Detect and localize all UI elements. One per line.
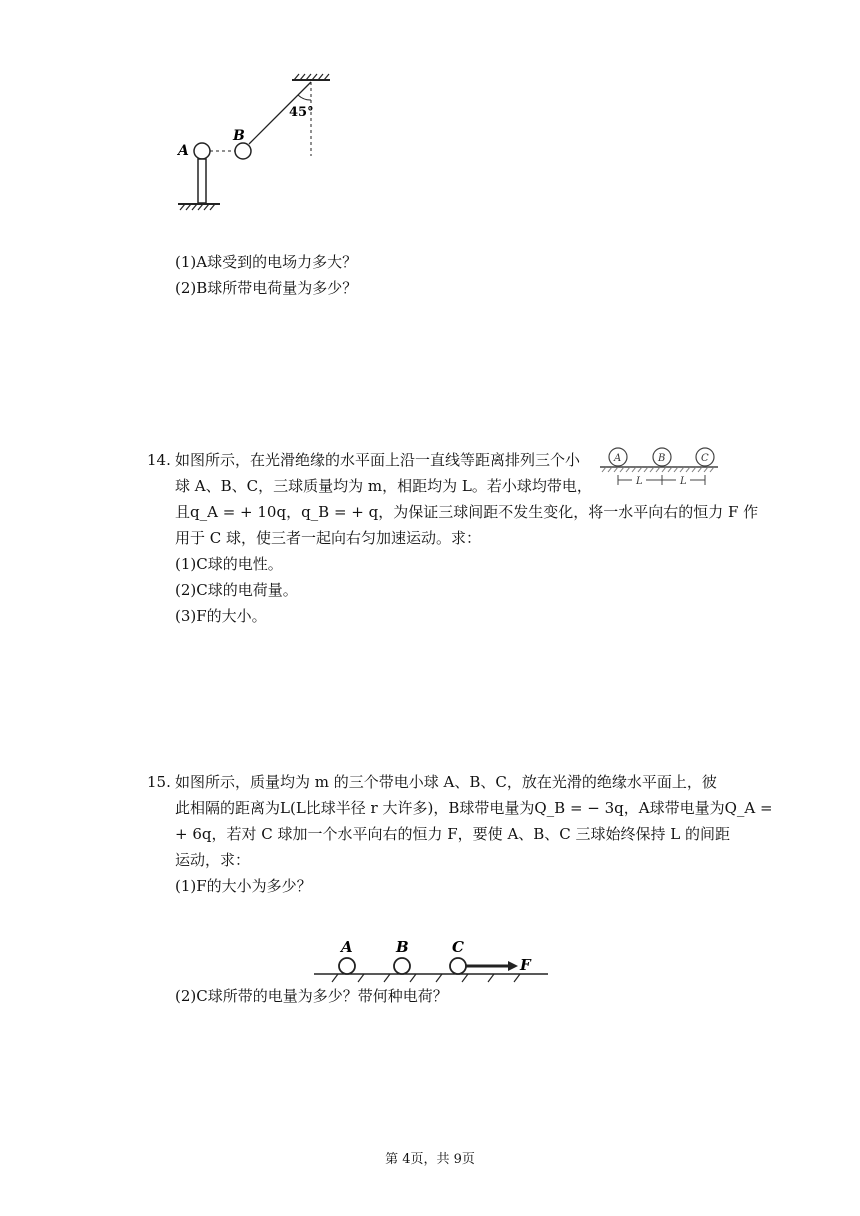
q14-sub2: (2)C球的电荷量。	[175, 581, 298, 599]
figure3-label-b: B	[396, 938, 409, 956]
figure2-label-c: C	[701, 453, 709, 464]
q15-line-3: + 6q，若对 C 球加一个水平向右的恒力 F，要使 A、B、C 三球始终保持 L 的间距	[175, 825, 731, 843]
figure2-label-a: A	[614, 453, 622, 464]
q14-sub3: (3)F的大小。	[175, 607, 267, 625]
q14-line-3: 且q_A = + 10q，q_B = + q，为保证三球间距不发生变化，将一水平向右的恒力 F 作	[175, 503, 759, 521]
q14-line-1: 如图所示，在光滑绝缘的水平面上沿一直线等距离排列三个小	[175, 451, 581, 469]
q15-line-2: 此相隔的距离为L(L比球半径 r 大许多)，B球带电量为Q_B = − 3q，A球带电量为Q_A =	[175, 799, 773, 817]
figure1-label-a: A	[178, 143, 189, 159]
q13-sub1: (1)A球受到的电场力多大？	[175, 253, 358, 271]
q14-line-2: 球 A、B、C，三球质量均为 m，相距均为 L。若小球均带电，	[175, 477, 592, 495]
q15-number: 15.	[147, 773, 171, 791]
page-footer: 第 4页，共 9页	[385, 1152, 475, 1167]
figure3-label-f: F	[520, 956, 531, 974]
figure-three-balls-spacing	[598, 444, 720, 490]
q15-sub1: (1)F的大小为多少？	[175, 877, 312, 895]
q15-line-4: 运动，求：	[175, 851, 251, 869]
figure3-label-a: A	[341, 938, 353, 956]
q14-number: 14.	[147, 451, 171, 469]
figure-charged-pendulum	[170, 70, 340, 220]
figure-three-balls-force	[312, 936, 552, 986]
q15-sub2: (2)C球所带的电量为多少？带何种电荷？	[175, 987, 448, 1005]
figure3-label-c: C	[452, 938, 464, 956]
q14-sub1: (1)C球的电性。	[175, 555, 283, 573]
q13-sub2: (2)B球所带电荷量为多少？	[175, 279, 358, 297]
figure2-label-l2: L	[680, 476, 687, 487]
figure1-angle: 45°	[289, 105, 314, 120]
figure2-label-b: B	[658, 453, 666, 464]
q14-line-4: 用于 C 球，使三者一起向右匀加速运动。求：	[175, 529, 482, 547]
q15-line-1: 如图所示，质量均为 m 的三个带电小球 A、B、C，放在光滑的绝缘水平面上，彼	[175, 773, 717, 791]
figure1-label-b: B	[233, 128, 245, 144]
figure2-label-l1: L	[636, 476, 643, 487]
